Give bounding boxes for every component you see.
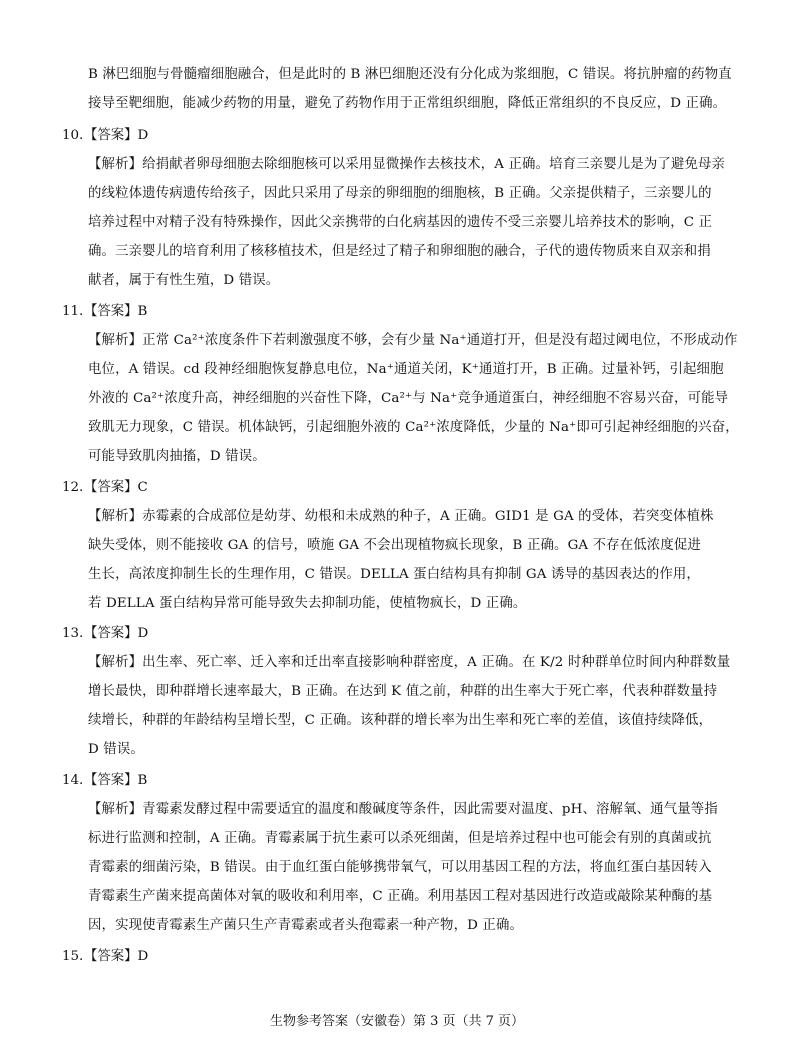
explanation-line: 献者，属于有性生殖，D 错误。 [88, 273, 280, 288]
item-number: 12. [62, 480, 84, 495]
explanation-line: 可能导致肌肉抽搐，D 错误。 [88, 449, 266, 464]
item-answer: 【答案】D [84, 128, 149, 143]
explanation-line: 致肌无力现象，C 错误。机体缺钙，引起细胞外液的 Ca²⁺浓度降低，少量的 Na⁺即可引起神经细胞的兴奋， [88, 420, 739, 435]
explanation-line: 确。三亲婴儿的培育利用了核移植技术，但是经过了精子和卵细胞的融合，子代的遗传物质来自双亲和捐 [88, 244, 711, 259]
item-answer: 【答案】B [84, 773, 148, 788]
explanation-line: 标进行监测和控制，A 正确。青霉素属于抗生素可以杀死细菌，但是培养过程中也可能会有别的真菌或抗 [88, 831, 712, 846]
explanation-line: 的线粒体遗传病遗传给孩子，因此只采用了母亲的卵细胞的细胞核，B 正确。父亲提供精子，三亲婴儿的 [88, 186, 712, 201]
item-number: 13. [62, 626, 84, 641]
explanation-line: 增长最快，即种群增长速率最大，B 正确。在达到 K 值之前，种群的出生率大于死亡率，代表种群数量持 [88, 684, 718, 699]
explanation-line: 因，实现使青霉素生产菌只生产青霉素或者头孢霉素一种产物，D 正确。 [88, 918, 524, 933]
explanation-line: 培养过程中对精子没有特殊操作，因此父亲携带的白化病基因的遗传不受三亲婴儿培养技术的影响，C 正 [88, 215, 713, 230]
item-number: 11. [62, 304, 84, 319]
explanation-line: 缺失受体，则不能接收 GA 的信号，喷施 GA 不会出现植物疯长现象，B 正确。GA 不存在低浓度促进 [88, 538, 701, 553]
intro-line-1: B 淋巴细胞与骨髓瘤细胞融合，但是此时的 B 淋巴细胞还没有分化成为浆细胞，C 错误。将抗肿瘤的药物直 [88, 67, 732, 82]
item-answer: 【答案】D [84, 949, 149, 964]
explanation-line: 青霉素生产菌来提高菌体对氧的吸收和利用率，C 正确。利用基因工程对基因进行改造或敲除某种酶的基 [88, 889, 713, 904]
explanation-line: 外液的 Ca²⁺浓度升高，神经细胞的兴奋性下降，Ca²⁺与 Na⁺竞争通道蛋白，神经细胞不容易兴奋，可能导 [88, 391, 729, 406]
explanation-line: 电位，A 错误。cd 段神经细胞恢复静息电位，Na⁺通道关闭，K⁺通道打开，B 正确。过量补钙，引起细胞 [88, 362, 724, 377]
item-number: 15. [62, 949, 84, 964]
explanation-line: 【解析】赤霉素的合成部位是幼芽、幼根和未成熟的种子，A 正确。GID1 是 GA 的受体，若突变体植株 [88, 509, 714, 524]
item-answer: 【答案】C [84, 480, 148, 495]
explanation-line: 【解析】正常 Ca²⁺浓度条件下若刺激强度不够，会有少量 Na⁺通道打开，但是没有超过阈电位，不形成动作 [88, 333, 738, 348]
item-number: 10. [62, 128, 84, 143]
explanation-line: 【解析】给捐献者卵母细胞去除细胞核可以采用显微操作去核技术，A 正确。培育三亲婴儿是为了避免母亲 [88, 157, 726, 172]
page-footer: 生物参考答案（安徽卷）第 3 页（共 7 页） [269, 1014, 525, 1029]
intro-line-2: 接导至靶细胞，能减少药物的用量，避免了药物作用于正常组织细胞，降低正常组织的不良反应，D 正确。 [88, 96, 727, 111]
item-number: 14. [62, 773, 84, 788]
explanation-line: 生长，高浓度抑制生长的生理作用，C 错误。DELLA 蛋白结构具有抑制 GA 诱导的基因表达的作用， [88, 567, 700, 582]
item-answer: 【答案】D [84, 626, 149, 641]
explanation-line: 青霉素的细菌污染，B 错误。由于血红蛋白能够携带氧气，可以用基因工程的方法，将血红蛋白基因转入 [88, 860, 712, 875]
explanation-line: D 错误。 [88, 742, 144, 757]
explanation-line: 【解析】青霉素发酵过程中需要适宜的温度和酸碱度等条件，因此需要对温度、pH、溶解氧、通气量等指 [88, 802, 718, 817]
item-answer: 【答案】B [84, 304, 148, 319]
explanation-line: 【解析】出生率、死亡率、迁入率和迁出率直接影响种群密度，A 正确。在 K/2 时种群单位时间内种群数量 [88, 655, 731, 670]
explanation-line: 续增长，种群的年龄结构呈增长型，C 正确。该种群的增长率为出生率和死亡率的差值，该值持续降低， [88, 713, 713, 728]
explanation-line: 若 DELLA 蛋白结构异常可能导致失去抑制功能，使植物疯长，D 正确。 [88, 596, 527, 611]
